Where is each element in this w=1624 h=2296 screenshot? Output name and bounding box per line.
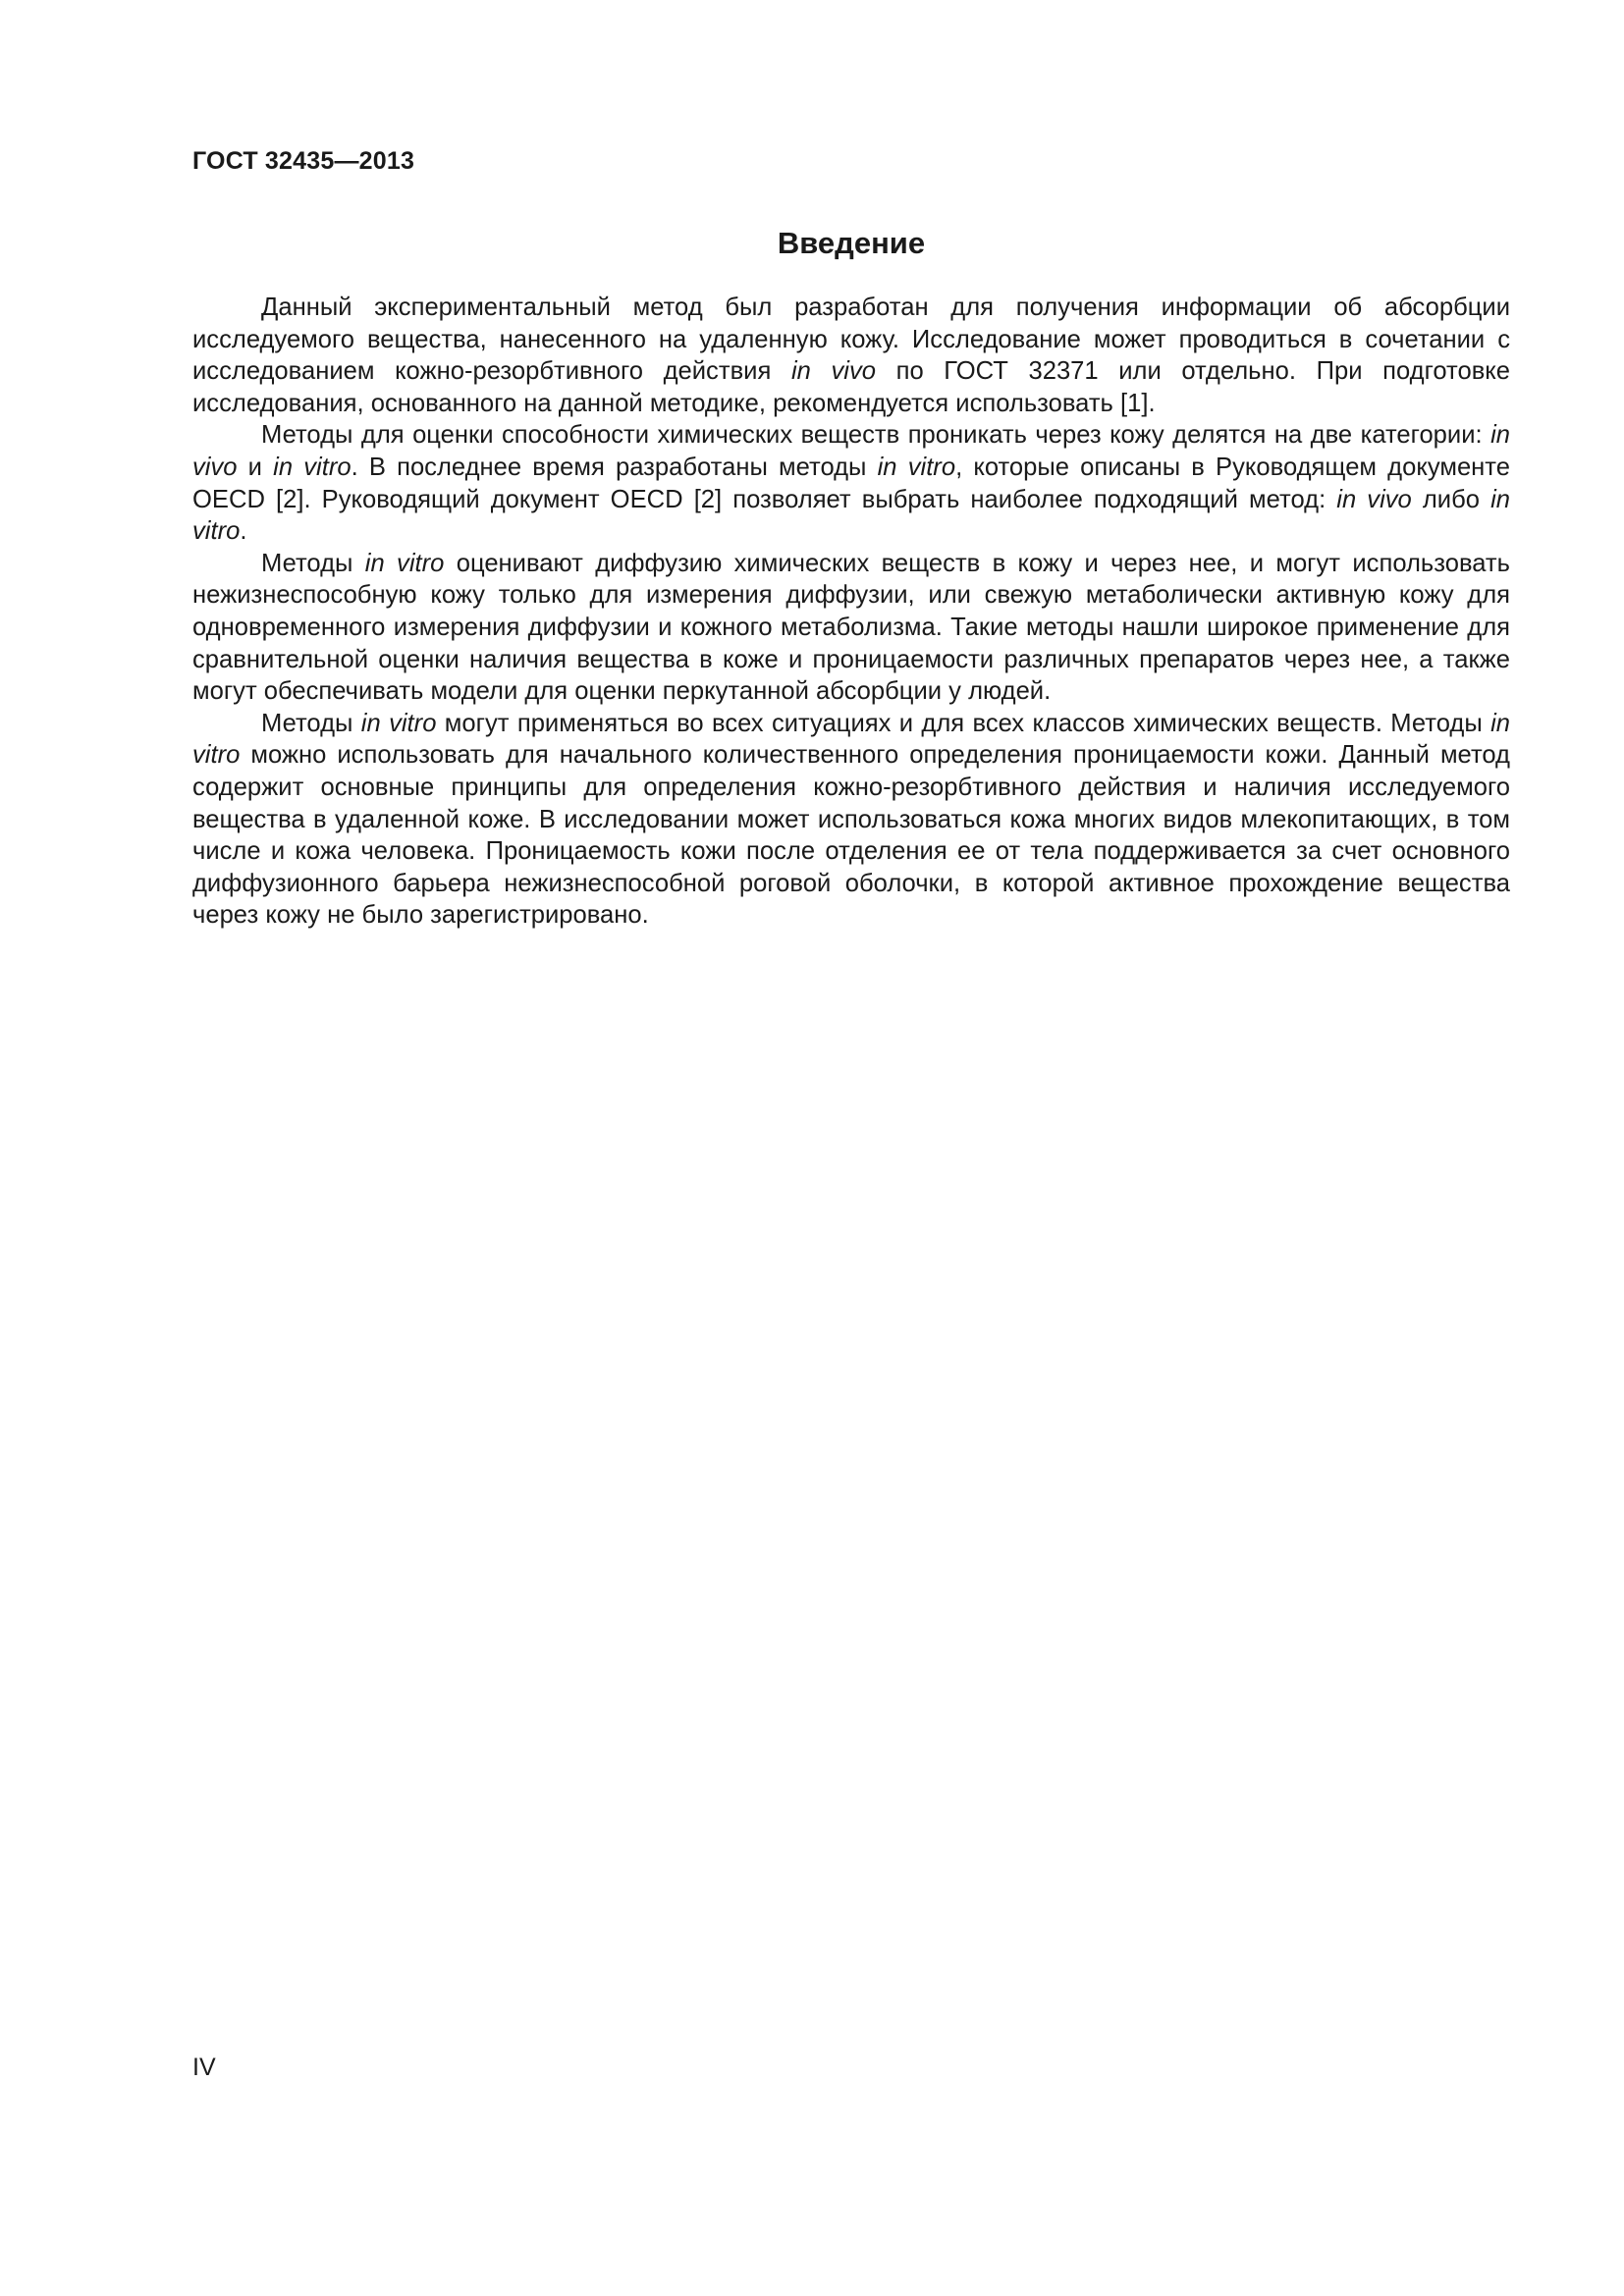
paragraph-3-text: Методы (261, 549, 365, 577)
paragraph-4-text: Методы (261, 709, 361, 737)
term-in-vitro: in vitro (360, 709, 437, 737)
term-in-vitro: in vitro (192, 709, 1510, 770)
term-in-vitro: in vitro (364, 549, 445, 577)
paragraph-2-text: и (237, 453, 274, 481)
paragraph-4-text: можно использовать для начального количественного определения проницаемости кожи. Данный метод содержит основные принципы для определения кожно-резорбтивного действия и наличия исследуемого вещества в удаленной коже. В исследовании может использоваться кожа многих видов млекопитающих, в том числе и кожа человека. Проницаемость кожи после отделения ее от тела поддерживается за счет основного диффузионного барьера нежизнеспособной роговой оболочки, в которой активное прохождение вещества через кожу не было зарегистрировано. (192, 741, 1510, 930)
paragraph-2-text: Методы для оценки способности химических веществ проникать через кожу делятся на две категории: (261, 421, 1491, 450)
paragraph-1-text: по ГОСТ 32371 или отдельно. При подготовке исследования, основанного на данной методике, рекомендуется использовать [1]. (192, 357, 1511, 417)
paragraph-2-text: . (240, 517, 247, 546)
term-in-vitro: in vitro (192, 485, 1510, 546)
paragraph-3 (192, 548, 1510, 708)
paragraph-1 (192, 292, 1510, 419)
term-in-vivo: in vivo (790, 357, 876, 386)
page-number: IV (192, 2054, 216, 2081)
document-body (192, 292, 1510, 932)
section-title: Введение (777, 226, 926, 260)
term-in-vivo: in vivo (1336, 485, 1412, 513)
paragraph-2-text: либо (1411, 485, 1491, 513)
paragraph-4-text: могут применяться во всех ситуациях и для всех классов химических веществ. Методы (436, 709, 1491, 737)
paragraph-2-text: . В последнее время разработаны методы (351, 453, 878, 481)
paragraph-2-text: , которые описаны в Руководящем документе OECD [2]. Руководящий документ OECD [2] позволяет выбрать наиболее подходящий метод: (192, 453, 1510, 513)
paragraph-4 (192, 708, 1510, 932)
paragraph-2 (192, 419, 1510, 547)
term-in-vitro: in vitro (877, 453, 956, 481)
paragraph-1-text: Данный экспериментальный метод был разработан для получения информации об абсорбции исследуемого вещества, нанесенного на удаленную кожу. Исследование может проводиться в сочетании с исследованием кожно-резорбтивного действия (192, 294, 1510, 386)
paragraph-3-text: оценивают диффузию химических веществ в кожу и через нее, и могут использовать нежизнеспособную кожу только для измерения диффузии, или свежую метаболически активную кожу для одновременного измерения диффузии и кожного метаболизма. Такие методы нашли широкое применение для сравнительной оценки наличия вещества в коже и проницаемости различных препаратов через нее, а также могут обеспечивать модели для оценки перкутанной абсорбции у людей. (192, 549, 1510, 706)
term-in-vitro: in vitro (273, 453, 352, 481)
document-code: ГОСТ 32435—2013 (192, 147, 415, 175)
term-in-vivo: in vivo (192, 421, 1510, 481)
